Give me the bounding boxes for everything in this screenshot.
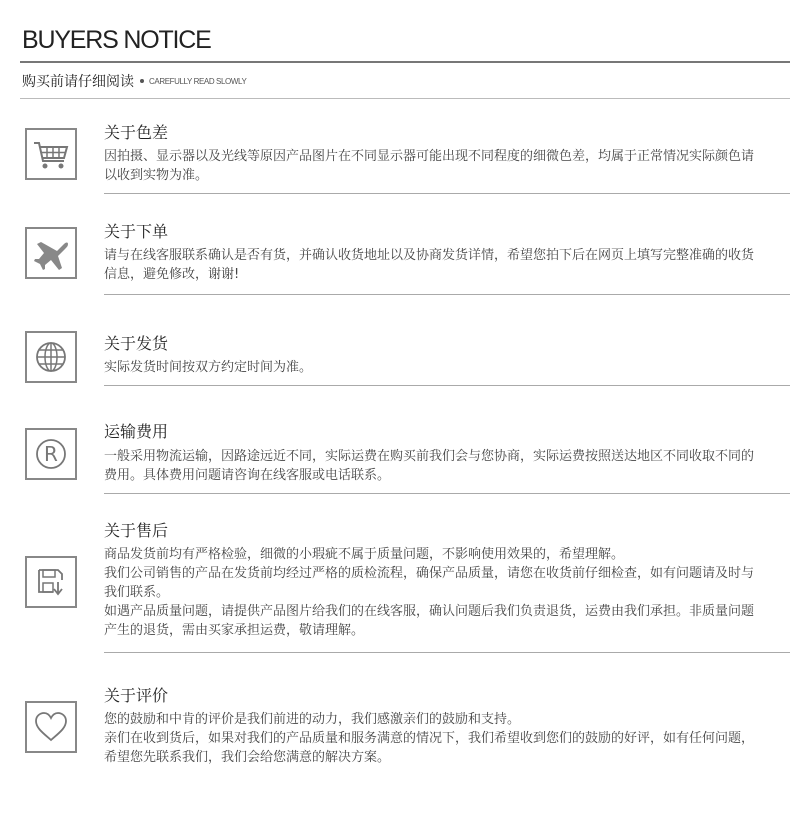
subtitle-divider xyxy=(20,98,790,99)
body-paragraph: 一般采用物流运输，因路途远近不同，实际运费在购买前我们会与您协商，实际运费按照送达地区不同收取不同的费用。具体费用问题请咨询在线客服或电话联系。 xyxy=(104,449,755,483)
body-paragraph: 您的鼓励和中肯的评价是我们前进的动力，我们感激亲们的鼓励和支持。 xyxy=(104,712,521,727)
section-divider xyxy=(104,294,790,295)
body-paragraph: 因拍摄、显示器以及光线等原因产品图片在不同显示器可能出现不同程度的细微色差，均属于正常情况实际颜色请以收到实物为准。 xyxy=(104,149,755,183)
icon-frame xyxy=(25,331,77,383)
heart-icon xyxy=(27,703,75,751)
body-paragraph: 如遇产品质量问题，请提供产品图片给我们的在线客服，确认问题后我们负责退货，运费由我们承担。非质量问题产生的退货，需由买家承担运费，敬请理解。 xyxy=(104,604,755,638)
section-body xyxy=(104,545,754,640)
icon-frame xyxy=(25,556,77,608)
section-body xyxy=(104,147,754,185)
section-divider xyxy=(104,493,790,494)
section-body xyxy=(104,710,754,767)
icon-frame xyxy=(25,227,77,279)
icon-frame xyxy=(25,701,77,753)
section-divider xyxy=(104,385,790,386)
airplane-icon xyxy=(27,229,75,277)
title-divider xyxy=(20,61,790,63)
section-divider xyxy=(104,193,790,194)
body-paragraph: 亲们在收到货后，如果对我们的产品质量和服务满意的情况下，我们希望收到您们的鼓励的好评，如有任何问题，希望您先联系我们，我们会给您满意的解决方案。 xyxy=(104,731,755,765)
section-body xyxy=(104,447,754,485)
subtitle xyxy=(22,71,246,91)
section-title: 关于发货 xyxy=(104,334,169,353)
body-paragraph: 商品发货前均有严格检验，细微的小瑕疵不属于质量问题，不影响使用效果的，希望理解。 xyxy=(104,547,625,562)
body-paragraph: 请与在线客服联系确认是否有货，并确认收货地址以及协商发货详情，希望您拍下后在网页上填写完整准确的收货信息，避免修改，谢谢! xyxy=(104,248,755,282)
section-title: 关于下单 xyxy=(104,222,169,241)
subtitle-chinese: 购买前请仔细阅读 xyxy=(22,74,134,90)
section-title: 运输费用 xyxy=(104,422,169,441)
section-body xyxy=(104,246,754,284)
section-title: 关于评价 xyxy=(104,686,169,705)
bullet-dot xyxy=(140,79,144,83)
section-divider xyxy=(104,652,790,653)
page-title: BUYERS NOTICE xyxy=(22,26,211,54)
body-paragraph: 我们公司销售的产品在发货前均经过严格的质检流程，确保产品质量，请您在收货前仔细检查，如有问题请及时与我们联系。 xyxy=(104,566,755,600)
registered-icon xyxy=(27,430,75,478)
svg-text:R: R xyxy=(44,442,58,466)
shopping-cart-icon xyxy=(27,130,75,178)
section-title: 关于色差 xyxy=(104,123,169,142)
icon-frame xyxy=(25,128,77,180)
subtitle-english: CAREFULLY READ SLOWLY xyxy=(149,76,247,86)
save-download-icon xyxy=(27,558,75,606)
icon-frame xyxy=(25,428,77,480)
section-body xyxy=(104,358,754,377)
globe-icon xyxy=(27,333,75,381)
body-paragraph: 实际发货时间按双方约定时间为准。 xyxy=(104,360,313,375)
section-title: 关于售后 xyxy=(104,521,169,540)
